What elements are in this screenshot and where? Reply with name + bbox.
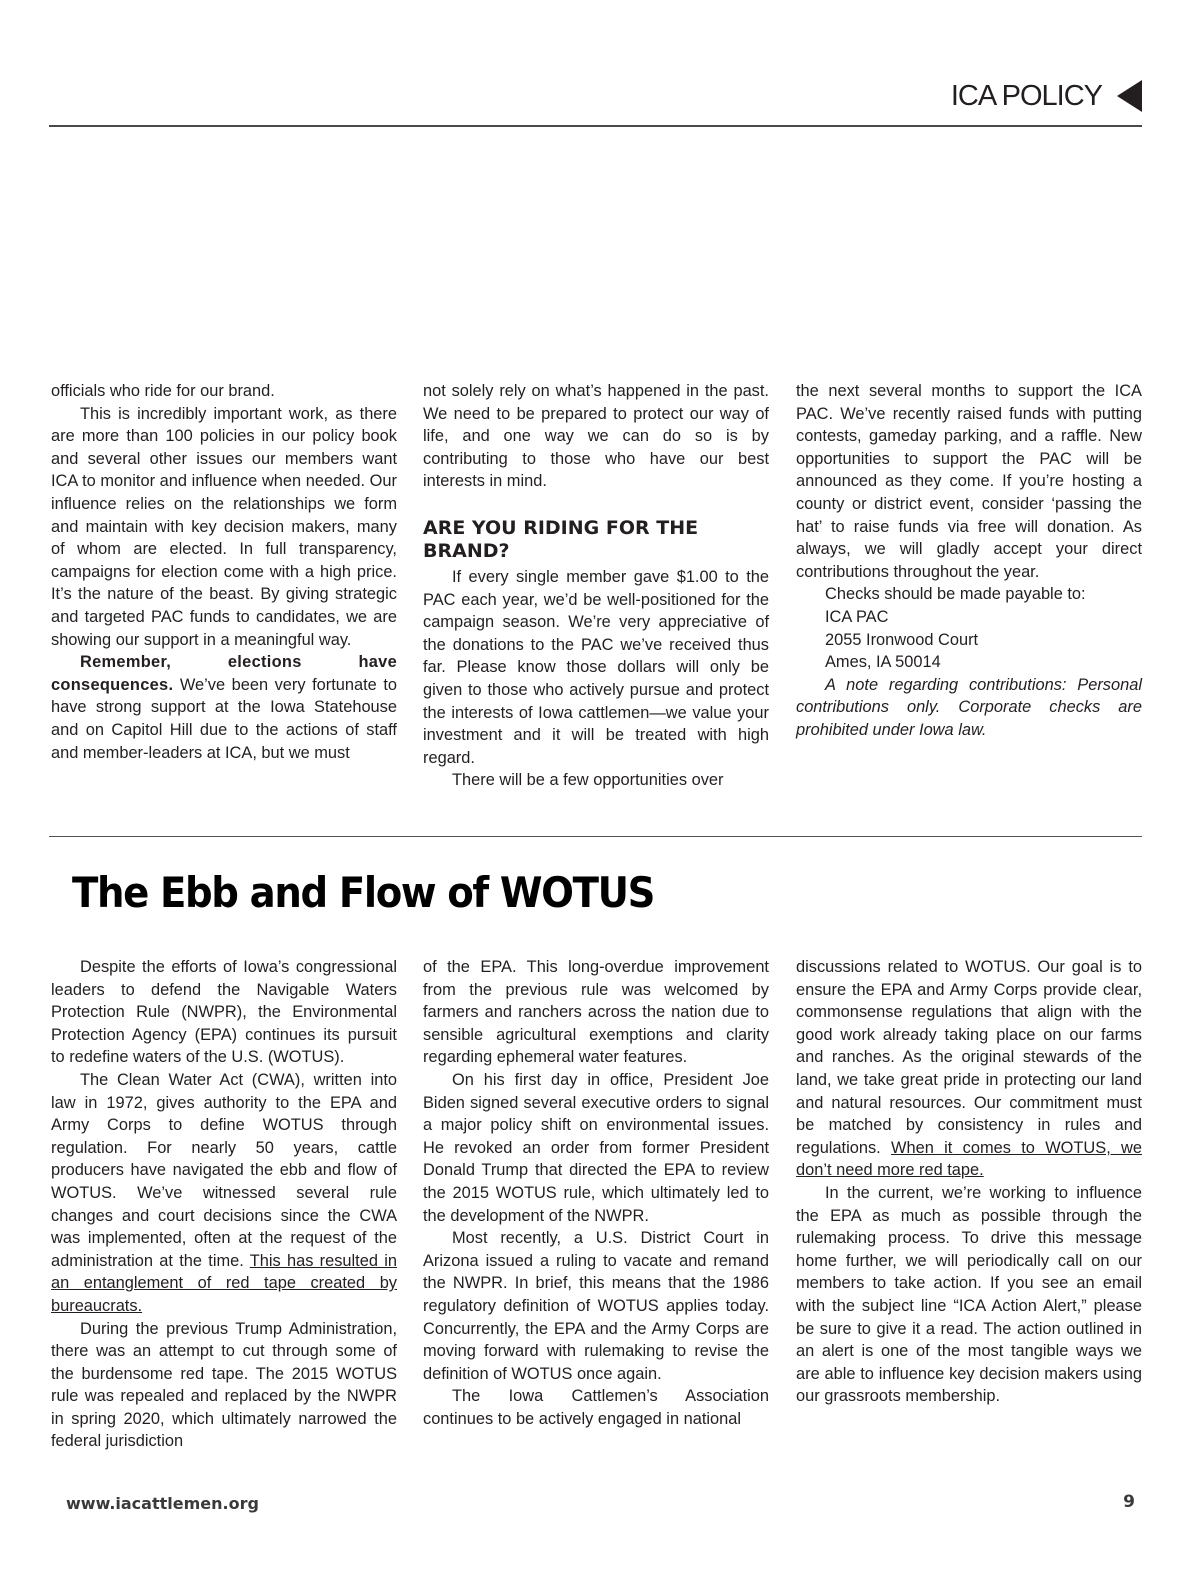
footer-url[interactable]: www.iacattlemen.org [66, 1494, 259, 1513]
paragraph: During the previous Trump Administration, there was an attempt to cut through some of the burdensome red tape. The 2015 WOTUS rule was repealed and replaced by the NWPR in spring 2020, which ultimately narrowed the federal jurisdiction [51, 1319, 397, 1451]
underlined-text: This has resulted in an entanglement of red tape created by bureaucrats. [51, 1251, 397, 1315]
paragraph: Despite the efforts of Iowa’s congressional leaders to defend the Navigable Waters Protection Rule (NWPR), the Environmental Protection Agency (EPA) continues its pursuit to redefine waters of the U.S. (WOTUS). [51, 958, 397, 1067]
paragraph: officials who ride for our brand. [51, 382, 275, 400]
paragraph [796, 956, 1142, 1182]
page-number: 9 [1123, 1492, 1135, 1512]
section-label: ICA POLICY [950, 80, 1102, 112]
paragraph: not solely rely on what’s happened in the past. We need to be prepared to protect our way of life, and one way we can do so is by contributing to those who have our best interests in mind. [423, 382, 769, 491]
address-line: 2055 Ironwood Court [825, 630, 979, 649]
paragraph: On his first day in office, President Joe Biden signed several executive orders to signal a major policy shift on environmental issues. He revoked an order from former President Donald Trump that directed the EPA to review the 2015 WOTUS rule, which ultimately led to the development of the NWPR. [423, 1070, 769, 1225]
subheading: ARE YOU RIDING FOR THE BRAND? [423, 516, 699, 562]
paragraph: In the current, we’re working to influence the EPA as much as possible through the rulemaking process. To drive this message home further, we will periodically call on our members to take action. If you see an email with the subject line “ICA Action Alert,” please be sure to give it a read. The action outlined in an alert is one of the most tangible ways we are able to influence key decision makers using our grassroots membership. [796, 1183, 1142, 1406]
paragraph-text: We’ve been very fortunate to have strong support at the Iowa Statehouse and on Capitol Hill due to the actions of staff and member-leaders at ICA, but we must [51, 675, 397, 762]
header-rule [49, 125, 1142, 127]
contribution-note: A note regarding contributions: Personal contributions only. Corporate checks are prohibited under Iowa law. [796, 675, 1142, 739]
paragraph [51, 651, 397, 764]
paragraph: The Iowa Cattlemen’s Association continues to be actively engaged in national [423, 1387, 769, 1428]
wotus-column-1 [51, 956, 397, 1453]
paragraph: Checks should be made payable to: [825, 585, 1086, 604]
top-column-1 [51, 380, 397, 764]
paragraph-text: The Clean Water Act (CWA), written into law in 1972, gives authority to the EPA and Army Corps to define WOTUS through regulation. For nearly 50 years, cattle producers have navigated the ebb and flow of WOTUS. We’ve witnessed several rule changes and court decisions since the CWA was implemented, often at the request of the administration at the time. [51, 1070, 397, 1270]
address-line: ICA PAC [825, 607, 889, 626]
paragraph: Most recently, a U.S. District Court in Arizona issued a ruling to vacate and remand the NWPR. In brief, this means that the 1986 regulatory definition of WOTUS applies today. Concurrently, the EPA and the Army Corps are moving forward with rulemaking to revise the definition of WOTUS once again. [423, 1229, 769, 1383]
bold-lead: Remember, elections have consequences. [51, 653, 397, 694]
article-title: The Ebb and Flow of WOTUS [72, 868, 655, 917]
paragraph: If every single member gave $1.00 to the PAC each year, we’d be well-positioned for the campaign season. We’re very appreciative of the donations to the PAC we’ve received thus far. Please know those dollars will only be given to those who actively pursue and protect the interests of Iowa cattlemen—we value your investment and it will be treated with high regard. [423, 567, 769, 767]
paragraph [51, 1069, 397, 1318]
underlined-text: When it comes to WOTUS, we don’t need more red tape. [796, 1138, 1143, 1180]
left-triangle-icon [1117, 80, 1142, 112]
top-column-3 [796, 380, 1142, 742]
wotus-column-3 [796, 956, 1142, 1408]
paragraph: the next several months to support the ICA PAC. We’ve recently raised funds with putting contests, gameday parking, and a raffle. New opportunities to support the PAC will be announced as they come. If you’re hosting a county or district event, consider ‘passing the hat’ to raise funds via free will donation. As always, we will gladly accept your direct contributions throughout the year. [796, 382, 1142, 581]
paragraph: This is incredibly important work, as there are more than 100 policies in our policy book and several other issues our members want ICA to monitor and influence when needed. Our influence relies on the relationships we form and maintain with key decision makers, many of whom are elected. In full transparency, campaigns for election come with a high price. It’s the nature of the beast. By giving strategic and targeted PAC funds to candidates, we are showing our support in a meaningful way. [51, 404, 397, 649]
article-divider [49, 836, 1142, 837]
paragraph-text: discussions related to WOTUS. Our goal is to ensure the EPA and Army Corps provide clear, commonsense regulations that align with the good work already taking place on our farms and ranches. As the original stewards of the land, we take great pride in protecting our land and natural resources. Our commitment must be matched by consistency in rules and regulations. [796, 958, 1142, 1157]
wotus-column-2 [423, 956, 769, 1430]
paragraph: There will be a few opportunities over [452, 771, 724, 790]
paragraph: of the EPA. This long-overdue improvement from the previous rule was welcomed by farmers and ranchers across the nation due to sensible agricultural exemptions and clarity regarding ephemeral water features. [423, 958, 769, 1067]
top-column-2 [423, 380, 769, 792]
address-line: Ames, IA 50014 [825, 653, 941, 672]
